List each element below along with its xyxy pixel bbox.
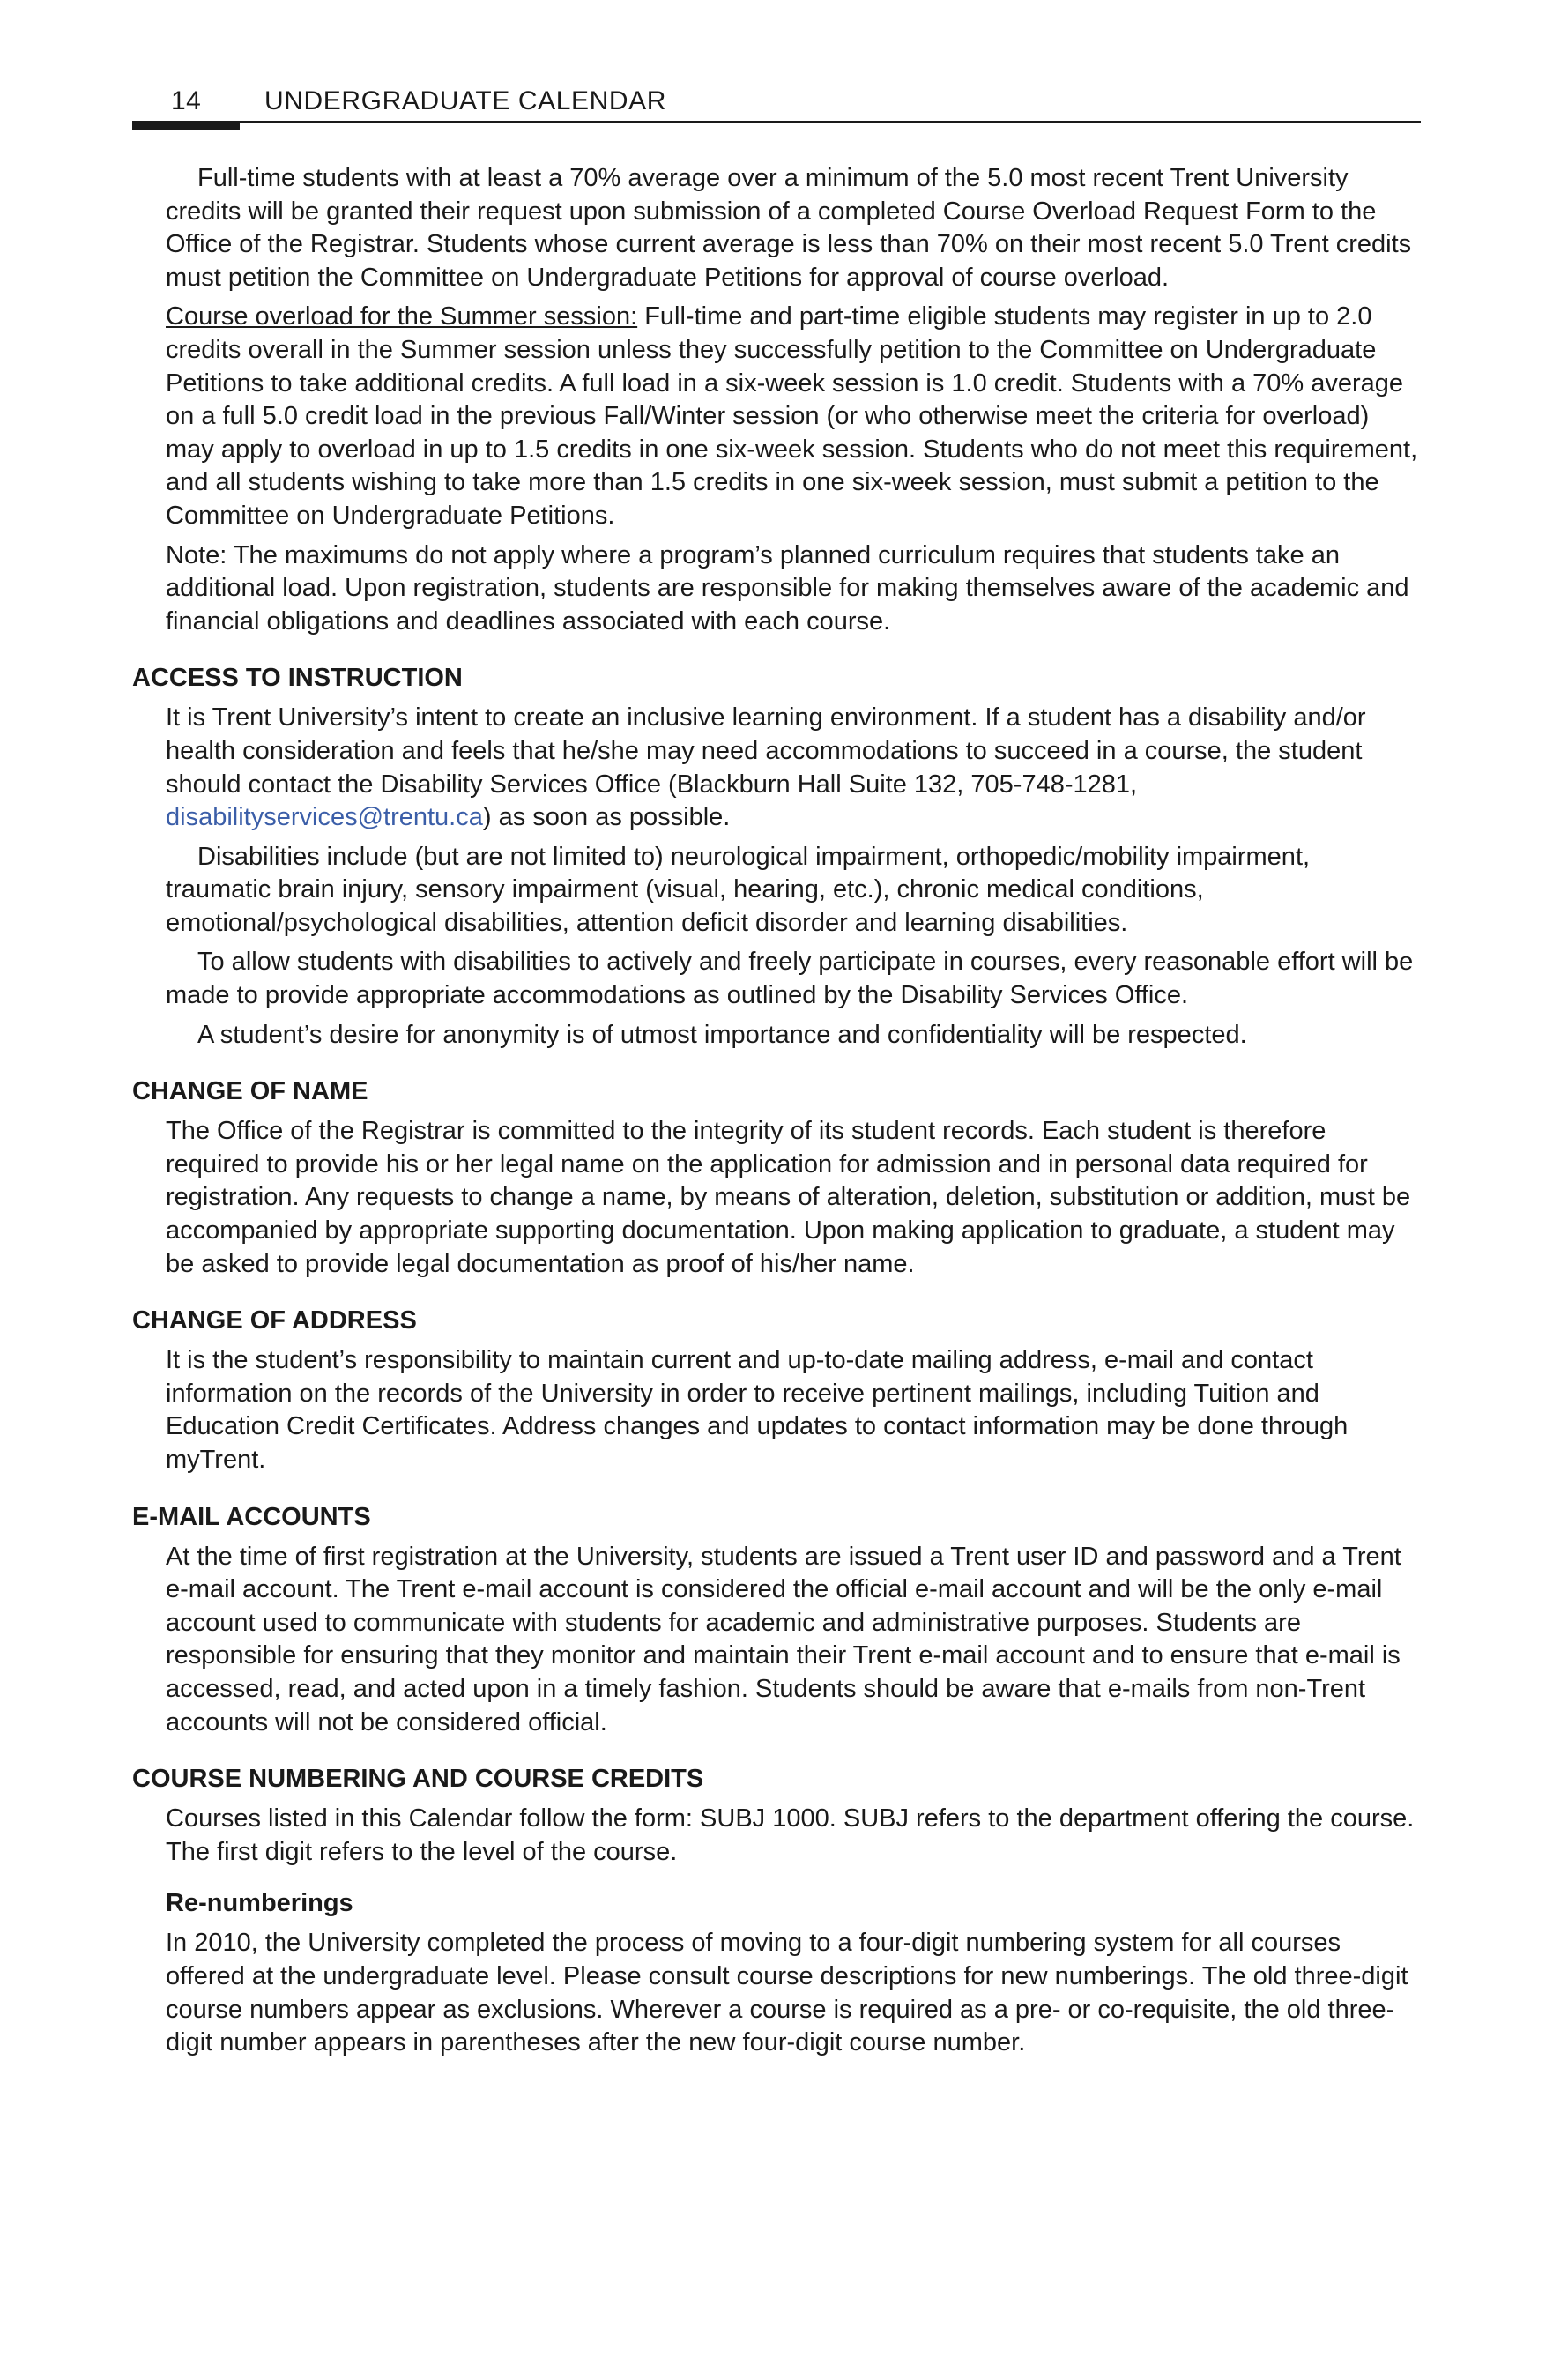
change-of-name-paragraph: The Office of the Registrar is committed to the integrity of its student records. Each student is therefore required to provide his or her legal name on the application for admission and in personal data required for registration. Any requests to change a name, by means of alteration, deletion, substitution or addition, must be accompanied by appropriate supporting documentation. Upon making application to graduate, a student may be asked to provide legal documentation as proof of his/her name.	[166, 1117, 1411, 1278]
access-paragraph-2: Disabilities include (but are not limited to) neurological impairment, orthopedic/mobility impairment, traumatic brain injury, sensory impairment (visual, hearing, etc.), chronic medical conditions, emotional/psychological disabilities, attention deficit disorder and learning disabilities.	[166, 842, 1311, 937]
access-paragraph-1-end: ) as soon as possible.	[482, 803, 731, 832]
overload-paragraph: Full-time students with at least a 70% average over a minimum of the 5.0 most recent Trent University credits will be granted their request upon submission of a completed Course Overload Request Form to the Office of the Registrar. Students whose current average is less than 70% on their most recent 5.0 Trent credits must petition the Committee on Undergraduate Petitions for approval of course overload.	[166, 164, 1412, 292]
header-rule	[132, 121, 1421, 123]
re-numberings-paragraph: In 2010, the University completed the process of moving to a four-digit numbering system for all courses offered at the undergraduate level. Please consult course descriptions for new numberings. The old three-digit course numbers appear as exclusions. Wherever a course is required as a pre- or co-requisite, the old three-digit number appears in parentheses after the new four-digit course number.	[166, 1929, 1408, 2057]
heading-course-numbering: COURSE NUMBERING AND COURSE CREDITS	[132, 1765, 704, 1794]
heading-email-accounts: E-MAIL ACCOUNTS	[132, 1502, 371, 1531]
overload-note: Note: The maximums do not apply where a program’s planned curriculum requires that students take an additional load. Upon registration, students are responsible for making themselves aware of the academic and financial obligations and deadlines associated with each course.	[166, 540, 1409, 636]
heading-change-of-address: CHANGE OF ADDRESS	[132, 1306, 417, 1335]
summer-overload-text: Full-time and part-time eligible students may register in up to 2.0 credits overall in the Summer session unless they successfully petition to the Committee on Undergraduate Petitions to take additional credits. A full load in a six-week session is 1.0 credit. Students with a 70% average on a full 5.0 credit load in the previous Fall/Winter session (or who otherwise meet the criteria for overload) may apply to overload in up to 1.5 credits in one six-week session. Students who do not meet this requirement, and all students wishing to take more than 1.5 credits in one six-week session, must submit a petition to the Committee on Undergraduate Petitions.	[166, 302, 1418, 530]
page-header	[132, 81, 1421, 134]
access-paragraph-3: To allow students with disabilities to actively and freely participate in courses, every reasonable effort will be made to provide appropriate accommodations as outlined by the Disability Services Office.	[166, 948, 1414, 1010]
subheading-re-numberings: Re-numberings	[166, 1889, 353, 1918]
summer-overload-paragraph	[166, 301, 1421, 532]
page-content	[132, 162, 1421, 2066]
page-number: 14	[171, 86, 202, 115]
heading-access-to-instruction: ACCESS TO INSTRUCTION	[132, 664, 463, 693]
course-numbering-paragraph: Courses listed in this Calendar follow the form: SUBJ 1000. SUBJ refers to the department offering the course. The first digit refers to the level of the course.	[166, 1804, 1415, 1866]
heading-change-of-name: CHANGE OF NAME	[132, 1077, 368, 1106]
change-of-address-paragraph: It is the student’s responsibility to maintain current and up-to-date mailing address, e-mail and contact information on the records of the University in order to receive pertinent mailings, including Tuition and Education Credit Certificates. Address changes and updates to contact information may be done through myTrent.	[166, 1346, 1349, 1474]
access-paragraph-1-text: It is Trent University’s intent to create an inclusive learning environment. If a student has a disability and/or health consideration and feels that he/she may need accommodations to succeed in a course, the student should contact the Disability Services Office (Blackburn Hall Suite 132, 705-748-1281,	[166, 703, 1366, 799]
email-accounts-paragraph: At the time of first registration at the University, students are issued a Trent user ID and password and a Trent e-mail account. The Trent e-mail account is considered the official e-mail account and will be the only e-mail account used to communicate with students for academic and administrative purposes. Students are responsible for ensuring that they monitor and maintain their Trent e-mail account and to ensure that e-mail is accessed, read, and acted upon in a timely fashion. Students should be aware that e-mails from non-Trent accounts will not be considered official.	[166, 1542, 1401, 1737]
access-paragraph-1	[166, 702, 1421, 834]
header-rule-accent	[132, 121, 240, 130]
disability-services-email-link[interactable]: disabilityservices@trentu.ca	[166, 803, 483, 832]
access-paragraph-4: A student’s desire for anonymity is of utmost importance and confidentiality will be respected.	[197, 1020, 1247, 1049]
running-head: UNDERGRADUATE CALENDAR	[264, 86, 667, 115]
summer-overload-label: Course overload for the Summer session:	[166, 302, 638, 331]
